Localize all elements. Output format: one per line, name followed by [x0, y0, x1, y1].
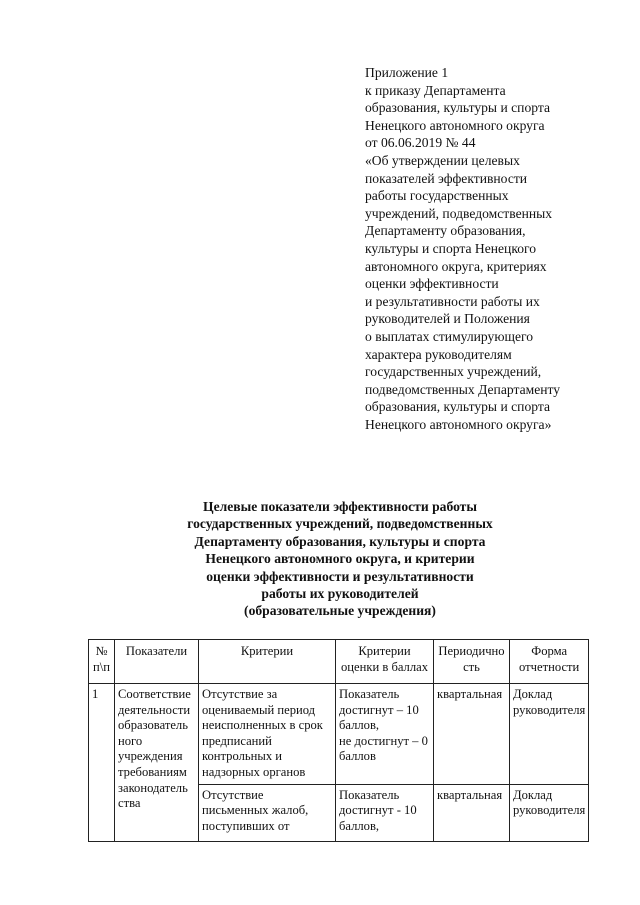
appendix-line: оценки эффективности [365, 276, 499, 292]
row-number: 1 [89, 684, 115, 842]
cell-line: Форма [531, 644, 568, 658]
title-line: Ненецкого автономного округа, и критерии [205, 551, 475, 567]
cell-line: № [95, 644, 108, 658]
cell-line: письменных жалоб, [202, 803, 309, 818]
cell-line: руководителя [513, 702, 586, 717]
table-header-row [89, 640, 589, 684]
appendix-line: «Об утверждении целевых [365, 152, 520, 168]
cell-line: Доклад [513, 787, 553, 802]
cell-line: отчетности [519, 659, 580, 674]
appendix-line: подведомственных Департаменту [365, 381, 561, 397]
title-line: работы их руководителей [261, 586, 419, 602]
cell-line: Периодично [438, 644, 505, 658]
appendix-line: Ненецкого автономного округа [365, 117, 545, 133]
header-period [434, 640, 510, 684]
indicators-table [88, 639, 589, 842]
appendix-line: работы государственных [365, 188, 509, 204]
appendix-line: от 06.06.2019 № 44 [365, 135, 476, 151]
appendix-line: образования, культуры и спорта [365, 100, 551, 116]
cell-line: достигнут – 10 [339, 702, 419, 717]
cell-line: законодатель [118, 780, 188, 795]
row-indicator [115, 684, 199, 842]
cell-line: не достигнут – 0 [339, 733, 428, 748]
cell-line: надзорных органов [202, 764, 306, 779]
cell-line: Критерии [240, 644, 294, 658]
cell-line: поступивших от [202, 818, 290, 833]
cell-line: оцениваемый период [202, 702, 316, 717]
title-line: государственных учреждений, подведомственных [187, 516, 493, 532]
appendix-line: автономного округа, критериях [365, 258, 547, 274]
row-form [510, 784, 589, 841]
appendix-line: Департаменту образования, [365, 223, 526, 239]
appendix-line: Приложение 1 [365, 65, 449, 80]
table-row [89, 684, 589, 785]
cell-line: руководителя [513, 803, 586, 818]
appendix-line: и результативности работы их [365, 293, 540, 309]
cell-line: предписаний [202, 733, 272, 748]
appendix-line: государственных учреждений, [365, 364, 542, 380]
cell-line: Отсутствие [202, 787, 264, 802]
appendix-line: учреждений, подведомственных [365, 205, 553, 221]
cell-line: образователь [118, 718, 188, 733]
header-score [336, 640, 434, 684]
cell-line: баллов, [339, 718, 380, 733]
row-criteria [199, 784, 336, 841]
row-score [336, 784, 434, 841]
row-period: квартальная [434, 784, 510, 841]
cell-line: Доклад [513, 687, 553, 701]
appendix-line: руководителей и Положения [365, 311, 530, 327]
cell-line: учреждения [118, 749, 183, 764]
cell-line: Показатель [339, 787, 400, 802]
row-period: квартальная [434, 684, 510, 785]
appendix-block [365, 64, 630, 433]
cell-line: Критерии [358, 644, 411, 658]
cell-line: Соответствие [118, 687, 191, 701]
cell-line: деятельности [118, 702, 191, 717]
cell-line: Показатель [339, 687, 400, 701]
appendix-line: образования, культуры и спорта [365, 399, 551, 415]
cell-line: Показатели [125, 644, 188, 658]
cell-line: требованиям [118, 764, 187, 779]
title-line: оценки эффективности и результативности [206, 568, 474, 584]
cell-line: сть [463, 659, 480, 674]
header-form [510, 640, 589, 684]
row-score [336, 684, 434, 785]
title-line: Департаменту образования, культуры и спорта [194, 533, 486, 549]
document-title [90, 498, 590, 620]
appendix-line: к приказу Департамента [365, 82, 506, 98]
appendix-line: показателей эффективности [365, 170, 528, 186]
cell-line: неисполненных в срок [202, 718, 323, 733]
cell-line: п\п [93, 659, 110, 674]
row-form [510, 684, 589, 785]
appendix-line: культуры и спорта Ненецкого [365, 240, 537, 256]
header-num [89, 640, 115, 684]
cell-line: оценки в баллах [340, 659, 429, 674]
cell-line: ства [118, 796, 141, 811]
cell-line: баллов, [339, 818, 380, 833]
appendix-line: Ненецкого автономного округа» [365, 416, 552, 432]
cell-line: баллов [339, 749, 376, 764]
cell-line: контрольных и [202, 749, 283, 764]
cell-line: Отсутствие за [202, 687, 278, 701]
row-criteria [199, 684, 336, 785]
cell-line: ного [118, 733, 143, 748]
title-line: Целевые показатели эффективности работы [203, 499, 477, 514]
cell-line: достигнут - 10 [339, 803, 417, 818]
header-criteria [199, 640, 336, 684]
title-line: (образовательные учреждения) [244, 603, 436, 619]
appendix-line: о выплатах стимулирующего [365, 328, 534, 344]
header-indicators [115, 640, 199, 684]
appendix-line: характера руководителям [365, 346, 512, 362]
